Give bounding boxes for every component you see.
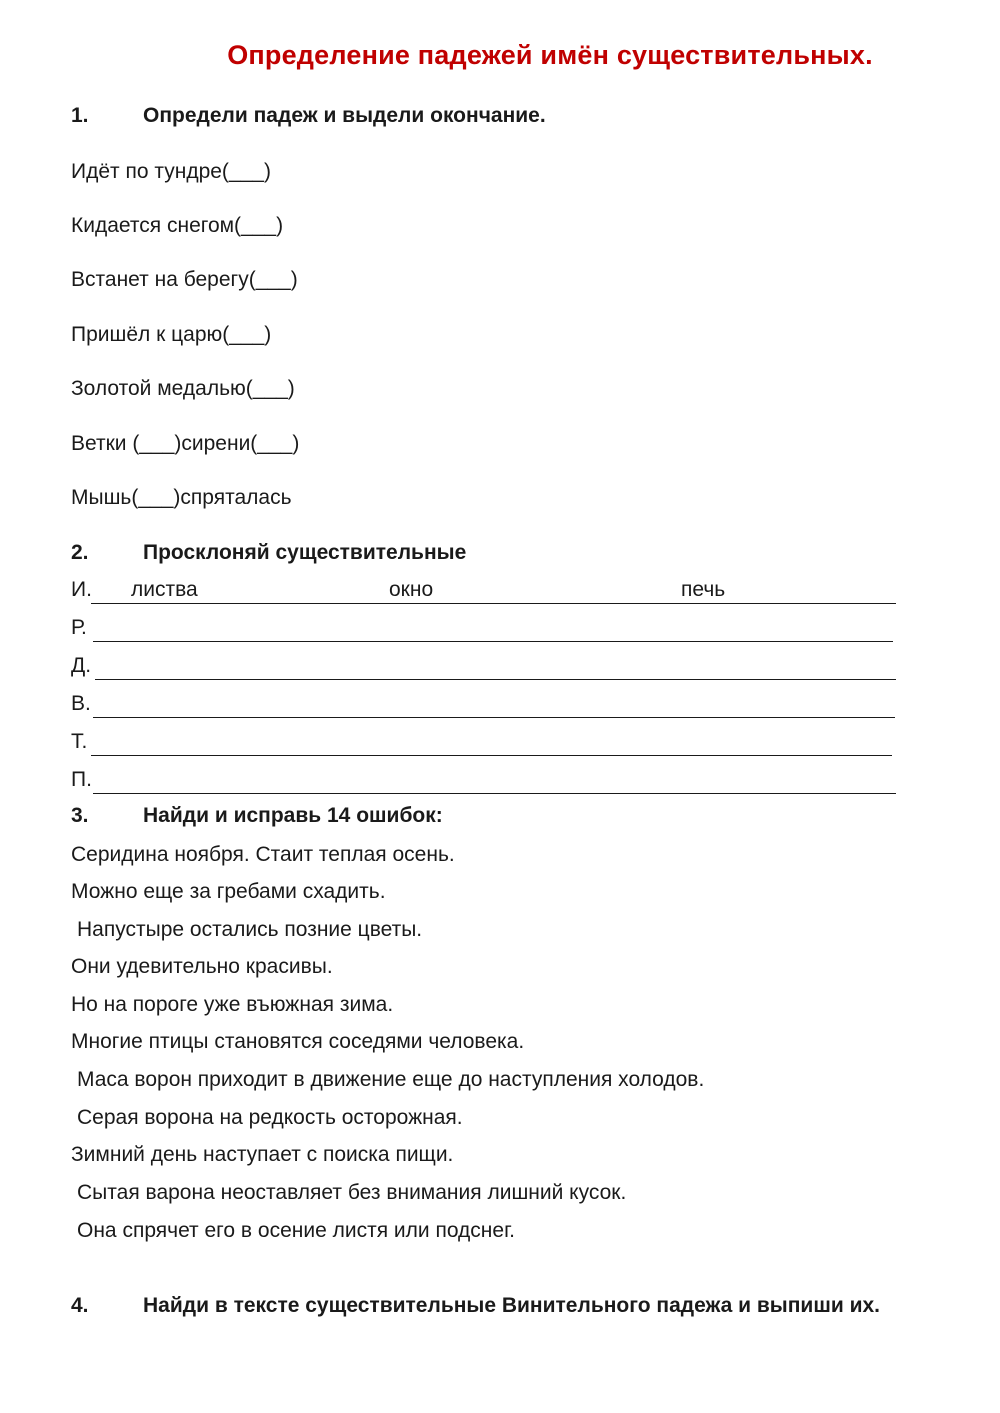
task1-line: Пришёл к царю(___) — [71, 323, 272, 346]
task3-line: Серая ворона на редкость осторожная. — [77, 1106, 463, 1129]
word-okno: окно — [389, 578, 434, 601]
task3-line: Они удевительно красивы. — [71, 955, 333, 978]
answer-line[interactable] — [95, 679, 896, 680]
task1-line: Идёт по тундре(___) — [71, 160, 271, 183]
task1-line: Кидается снегом(___) — [71, 214, 284, 237]
task3-heading-text: Найди и исправь 14 ошибок: — [143, 804, 443, 827]
task2-number: 2. — [71, 541, 89, 564]
page-title: Определение падежей имён существительных. — [227, 40, 873, 70]
word-listva: листва — [131, 578, 198, 601]
declension-row-nominative — [71, 578, 896, 604]
declension-row-dative — [71, 654, 896, 680]
task3-line: Но на пороге уже въюжная зима. — [71, 993, 394, 1016]
answer-line[interactable] — [93, 793, 896, 794]
task1-line: Золотой медалью(___) — [71, 377, 295, 400]
task3-line: Напустыре остались позние цветы. — [77, 918, 423, 941]
task1-heading-text: Определи падеж и выдели окончание. — [143, 104, 546, 127]
task3-line: Маса ворон приходит в движение еще до наступления холодов. — [77, 1068, 705, 1091]
task4-number: 4. — [71, 1294, 89, 1317]
answer-line[interactable] — [91, 603, 896, 604]
task3-line: Она спрячет его в осение листя или подснег. — [77, 1219, 515, 1242]
task3-number: 3. — [71, 804, 89, 827]
task1-line: Встанет на берегу(___) — [71, 268, 298, 291]
task4-heading-text: Найди в тексте существительные Винительного падежа и выпиши их. — [143, 1294, 880, 1317]
answer-line[interactable] — [93, 641, 893, 642]
case-label: Д. — [71, 654, 92, 677]
declension-row-genitive — [71, 616, 896, 642]
task3-line: Зимний день наступает с поиска пищи. — [71, 1143, 454, 1166]
case-label: И. — [71, 578, 92, 601]
task3-line: Можно еще за гребами схадить. — [71, 880, 386, 903]
task3-line: Многие птицы становятся соседями человека. — [71, 1030, 525, 1053]
answer-line[interactable] — [91, 755, 892, 756]
case-label: П. — [71, 768, 92, 791]
task1-number: 1. — [71, 104, 89, 127]
task4-heading — [71, 1294, 880, 1318]
case-label: В. — [71, 692, 91, 715]
word-pech: печь — [681, 578, 726, 601]
task3-line: Сытая варона неоставляет без внимания лишний кусок. — [77, 1181, 627, 1204]
task1-line: Мышь(___)спряталась — [71, 486, 292, 509]
task2-heading — [71, 541, 466, 565]
case-label: Р. — [71, 616, 87, 639]
task1-line: Ветки (___)сирени(___) — [71, 432, 300, 455]
case-label: Т. — [71, 730, 88, 753]
declension-row-accusative — [71, 692, 896, 718]
answer-line[interactable] — [93, 717, 895, 718]
task3-heading — [71, 804, 443, 828]
declension-row-prepositional — [71, 768, 896, 794]
task2-heading-text: Просклоняй существительные — [143, 541, 467, 564]
declension-row-instrumental — [71, 730, 896, 756]
task3-line: Серидина ноября. Стаит теплая осень. — [71, 843, 455, 866]
task1-heading — [71, 104, 546, 128]
